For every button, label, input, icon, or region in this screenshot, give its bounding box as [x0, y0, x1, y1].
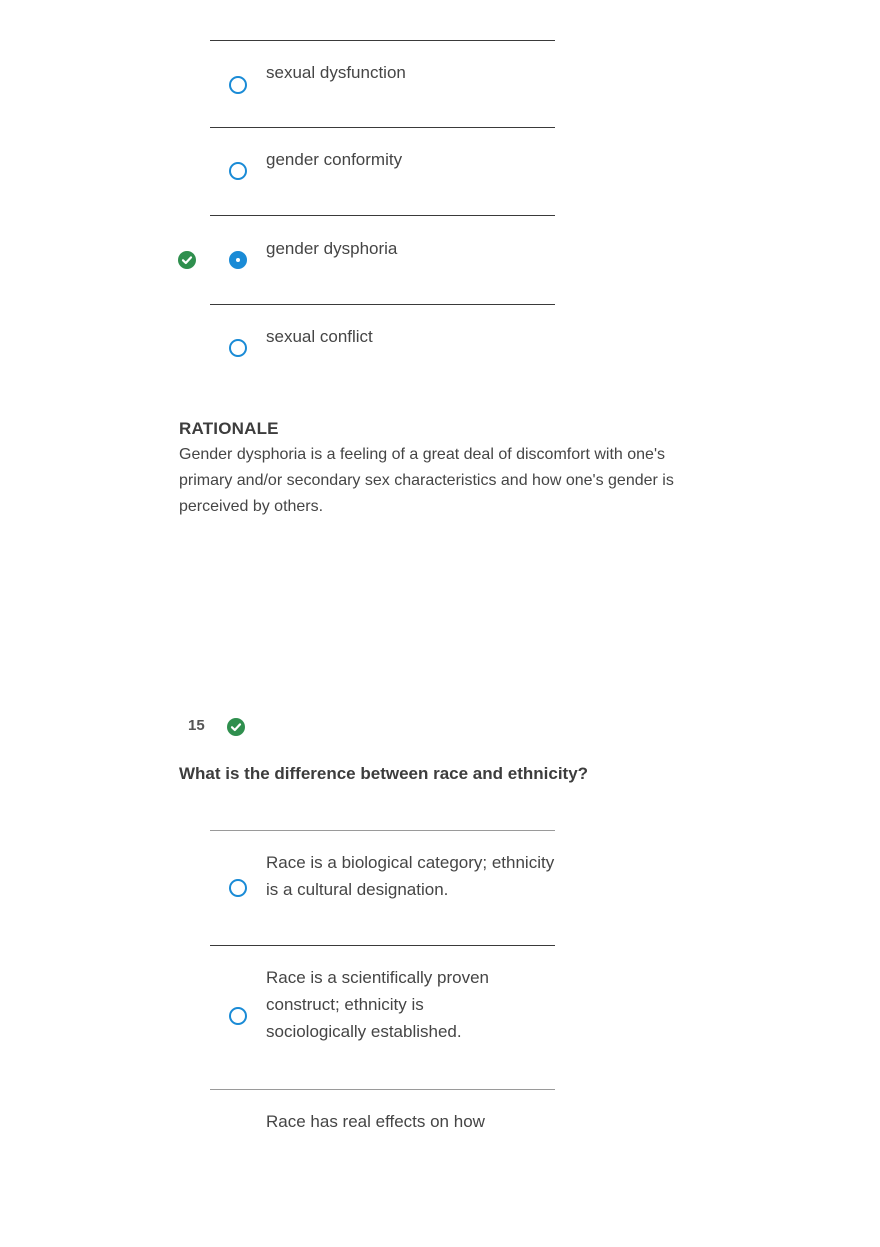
q15-option-1-label: Race is a biological category; ethnicity is a cultural designation. [266, 853, 555, 899]
q14-option-1[interactable] [0, 41, 880, 128]
q14-option-3-radio[interactable] [229, 251, 247, 269]
q14-option-2-radio[interactable] [229, 162, 247, 180]
question-prompt: What is the difference between race and ethnicity? [179, 764, 589, 783]
q14-option-3-label: gender dysphoria [266, 239, 398, 258]
q15-option-2[interactable] [0, 946, 880, 1089]
q14-option-4-radio[interactable] [229, 339, 247, 357]
q15-option-1[interactable] [0, 831, 880, 946]
q15-option-3[interactable] [0, 1090, 880, 1150]
q14-option-1-radio[interactable] [229, 76, 247, 94]
q15-option-2-label: Race is a scientifically proven construct; ethnicity is sociologically established. [266, 968, 489, 1041]
question-number: 15 [188, 717, 205, 734]
q14-option-2-label: gender conformity [266, 150, 403, 169]
q15-option-1-radio[interactable] [229, 879, 247, 897]
q14-option-4[interactable] [0, 305, 880, 385]
q14-option-1-label: sexual dysfunction [266, 63, 406, 82]
rationale-text: Gender dysphoria is a feeling of a great deal of discomfort with one's primary and/or secondary sex characteristics and how one's gender is perceived by others. [179, 446, 674, 515]
correct-check-icon [178, 251, 196, 269]
q14-option-4-label: sexual conflict [266, 327, 373, 346]
question-correct-icon [227, 718, 245, 736]
q15-option-3-label: Race has real effects on how [266, 1112, 485, 1131]
q15-option-2-radio[interactable] [229, 1007, 247, 1025]
rationale-heading: RATIONALE [179, 419, 279, 438]
q14-option-2[interactable] [0, 128, 880, 216]
q14-option-3[interactable] [0, 216, 880, 304]
